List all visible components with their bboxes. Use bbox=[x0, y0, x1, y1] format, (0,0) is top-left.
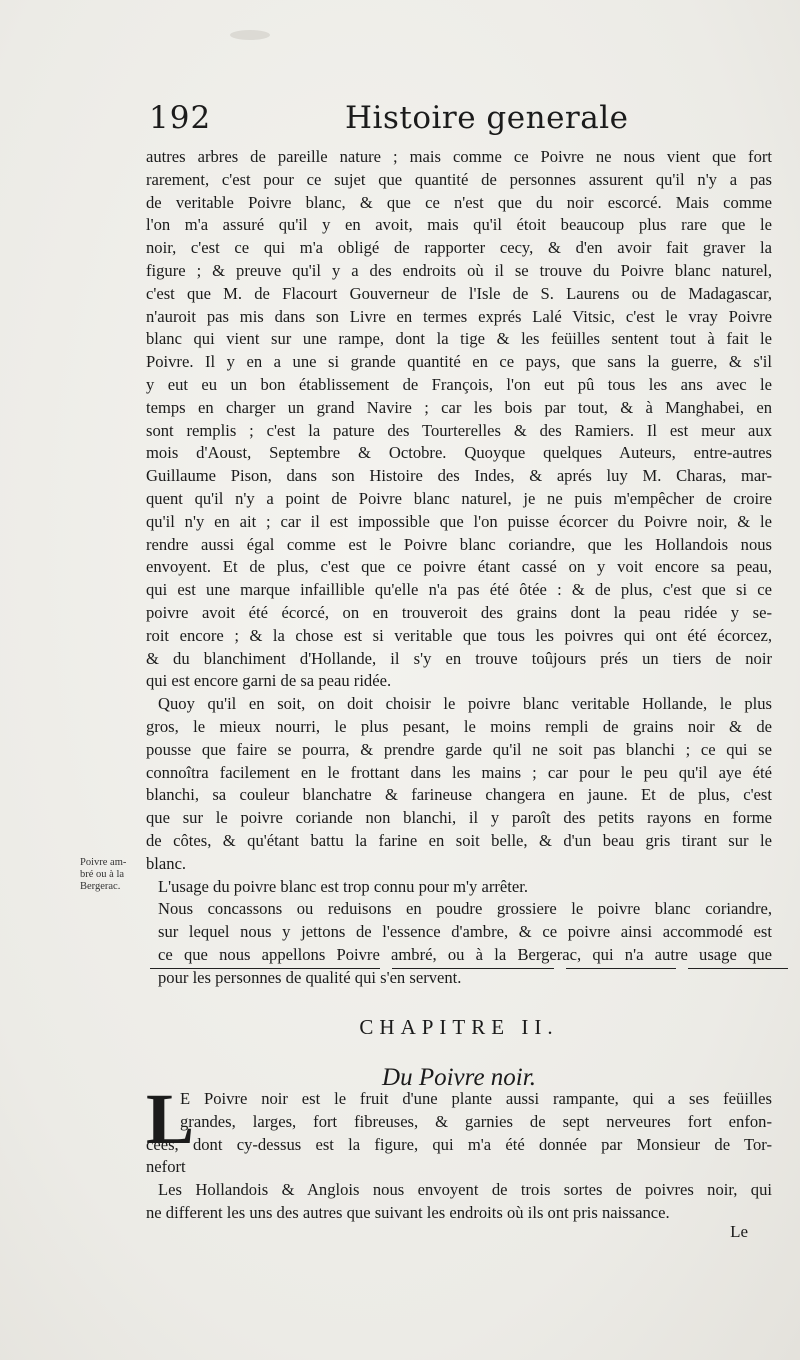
margin-note bbox=[80, 857, 140, 893]
chapter-rule bbox=[688, 968, 788, 969]
chapter-rule bbox=[392, 968, 554, 969]
text-line: figure ; & preuve qu'il y a des endroits où il se trouve du Poivre blanc naturel, bbox=[146, 260, 772, 280]
text-line: Les Hollandois & Anglois nous envoyent de trois sortes de poivres noir, qui bbox=[158, 1180, 772, 1200]
text-line: y eut eu un bon établissement de François, l'on eut pû tous les ans avec le bbox=[146, 374, 772, 394]
text-line: c'est que M. de Flacourt Gouverneur de l'Isle de S. Laurens ou de Madagascar, bbox=[146, 283, 772, 303]
running-head bbox=[145, 100, 765, 144]
text-line: E Poivre noir est le fruit d'une plante aussi rampante, qui a ses feüilles bbox=[180, 1089, 772, 1108]
text-line: rarement, c'est pour ce sujet que quantité de personnes assurent qu'il n'y a pas bbox=[146, 169, 772, 189]
text-line: n'auroit pas mis dans son Livre en termes exprés Lalé Vitsic, c'est le vray Poivre bbox=[146, 306, 772, 326]
text-line: mois d'Aoust, Septembre & Octobre. Quoyque quelques Auteurs, entre-autres bbox=[146, 443, 772, 463]
text-line: qui est une marque infaillible qu'elle n'a pas été ôtée : & de plus, c'est que si ce bbox=[146, 580, 772, 600]
text-line: blanc. bbox=[146, 853, 187, 873]
text-line: temps en charger un grand Navire ; car les bois par tout, & à Manghabei, en bbox=[146, 397, 772, 417]
text-line: nefort bbox=[146, 1157, 186, 1177]
text-line: poivre avoit été écorcé, on en trouveroit des grains dont la peau ridée y se- bbox=[146, 602, 772, 622]
text-line: de côtes, & qu'étant battu la farine en soit belle, & d'un beau gris tirant sur le bbox=[146, 830, 772, 850]
text-line: que sur le poivre coriande non blanchi, il y paroît des petits rayons en forme bbox=[146, 808, 772, 828]
catchword: Le bbox=[730, 1222, 748, 1241]
text-line: pour les personnes de qualité qui s'en servent. bbox=[158, 967, 462, 987]
text-line: qu'il n'y en ait ; car il est impossible que l'on puisse écorcer du Poivre noir, & le bbox=[146, 511, 772, 531]
text-line: de veritable Poivre blanc, & que ce n'est que du noir escorcé. Mais comme bbox=[146, 192, 772, 212]
text-line: sont remplis ; c'est la pature des Tourterelles & des Ramiers. Il est meur aux bbox=[146, 420, 772, 440]
text-line: autres arbres de pareille nature ; mais comme ce Poivre ne nous vient que fort bbox=[146, 147, 772, 166]
chapter-subtitle: Du Poivre noir. bbox=[382, 1064, 536, 1091]
text-line: Poivre. Il y en a une si grande quantité en ce pays, que sans la guerre, & s'il bbox=[146, 352, 772, 372]
chapter-rule bbox=[150, 968, 380, 969]
text-line: Nous concassons ou reduisons en poudre grossiere le poivre blanc coriandre, bbox=[158, 899, 772, 919]
text-line: ce que nous appellons Poivre ambré, ou à la Bergerac, qui n'a autre usage que bbox=[158, 944, 772, 964]
text-line: ne different les uns des autres que suivant les endroits où ils ont pris naissance. bbox=[146, 1202, 670, 1222]
text-line: gros, le mieux nourri, le plus pesant, le moins rempli de grains noir & de bbox=[146, 716, 772, 736]
text-line: grandes, larges, fort fibreuses, & garnies de sept nerveures fort enfon- bbox=[180, 1111, 772, 1131]
text-line: Quoy qu'il en soit, on doit choisir le poivre blanc veritable Hollande, le plus bbox=[158, 694, 772, 714]
text-line: quent qu'il n'y a point de Poivre blanc naturel, je ne puis m'empêcher de croire bbox=[146, 488, 772, 508]
text-line: pousse que faire se pourra, & prendre garde qu'il ne soit pas blanchi ; ce qui se bbox=[146, 739, 772, 759]
text-line: connoîtra facilement en le frottant dans les mains ; car pour le peu qu'il aye été bbox=[146, 762, 772, 782]
body-text bbox=[146, 146, 772, 989]
text-line: qui est encore garni de sa peau ridée. bbox=[146, 671, 392, 691]
text-line: blanc qui vient sur une rampe, dont la tige & les feüilles sentent tout à fait le bbox=[146, 329, 772, 349]
margin-note-line: bré ou à la bbox=[80, 869, 125, 880]
text-line: blanchi, sa couleur blanchatre & farineuse changera en jaune. Et de plus, c'est bbox=[146, 785, 772, 805]
text-line: cées, dont cy-dessus est la figure, qui m'a été donnée par Monsieur de Tor- bbox=[146, 1134, 772, 1154]
text-line: l'on m'a assuré qu'il y en avoit, mais qu'il étoit beaucoup plus rare que le bbox=[146, 215, 772, 235]
text-line: rendre aussi égal comme est le Poivre blanc coriandre, que les Hollandois nous bbox=[146, 534, 772, 554]
chapter-rule bbox=[566, 968, 676, 969]
text-line: sur lequel nous y jettons de l'essence d'ambre, & ce poivre ainsi accommodé est bbox=[158, 922, 772, 942]
text-line: L'usage du poivre blanc est trop connu pour m'y arrêter. bbox=[158, 876, 529, 896]
text-line: envoyent. Et de plus, c'est que ce poivre étant cassé on y voit encore sa peau, bbox=[146, 557, 772, 577]
chapter-title: CHAPITRE II. bbox=[359, 1015, 559, 1039]
margin-note-line: Bergerac. bbox=[80, 881, 121, 892]
paper-stain bbox=[230, 30, 270, 40]
chapter-text bbox=[146, 1079, 772, 1225]
text-line: roit encore ; & la chose est si veritable que tous les poivres qui ont été écorcez, bbox=[146, 625, 772, 645]
margin-note-line: Poivre am- bbox=[80, 857, 127, 868]
header-title: Histoire generale bbox=[345, 100, 629, 136]
text-line: & du blanchiment d'Hollande, il s'y en trouve toûjours prés un tiers de noir bbox=[146, 648, 772, 668]
text-line: noir, c'est ce qui m'a obligé de rapporter cecy, & d'en avoir fait graver la bbox=[146, 238, 772, 258]
drop-cap: L bbox=[146, 1079, 195, 1159]
page-number: 192 bbox=[149, 100, 212, 136]
text-line: Guillaume Pison, dans son Histoire des Indes, & aprés luy M. Charas, mar- bbox=[146, 466, 772, 486]
